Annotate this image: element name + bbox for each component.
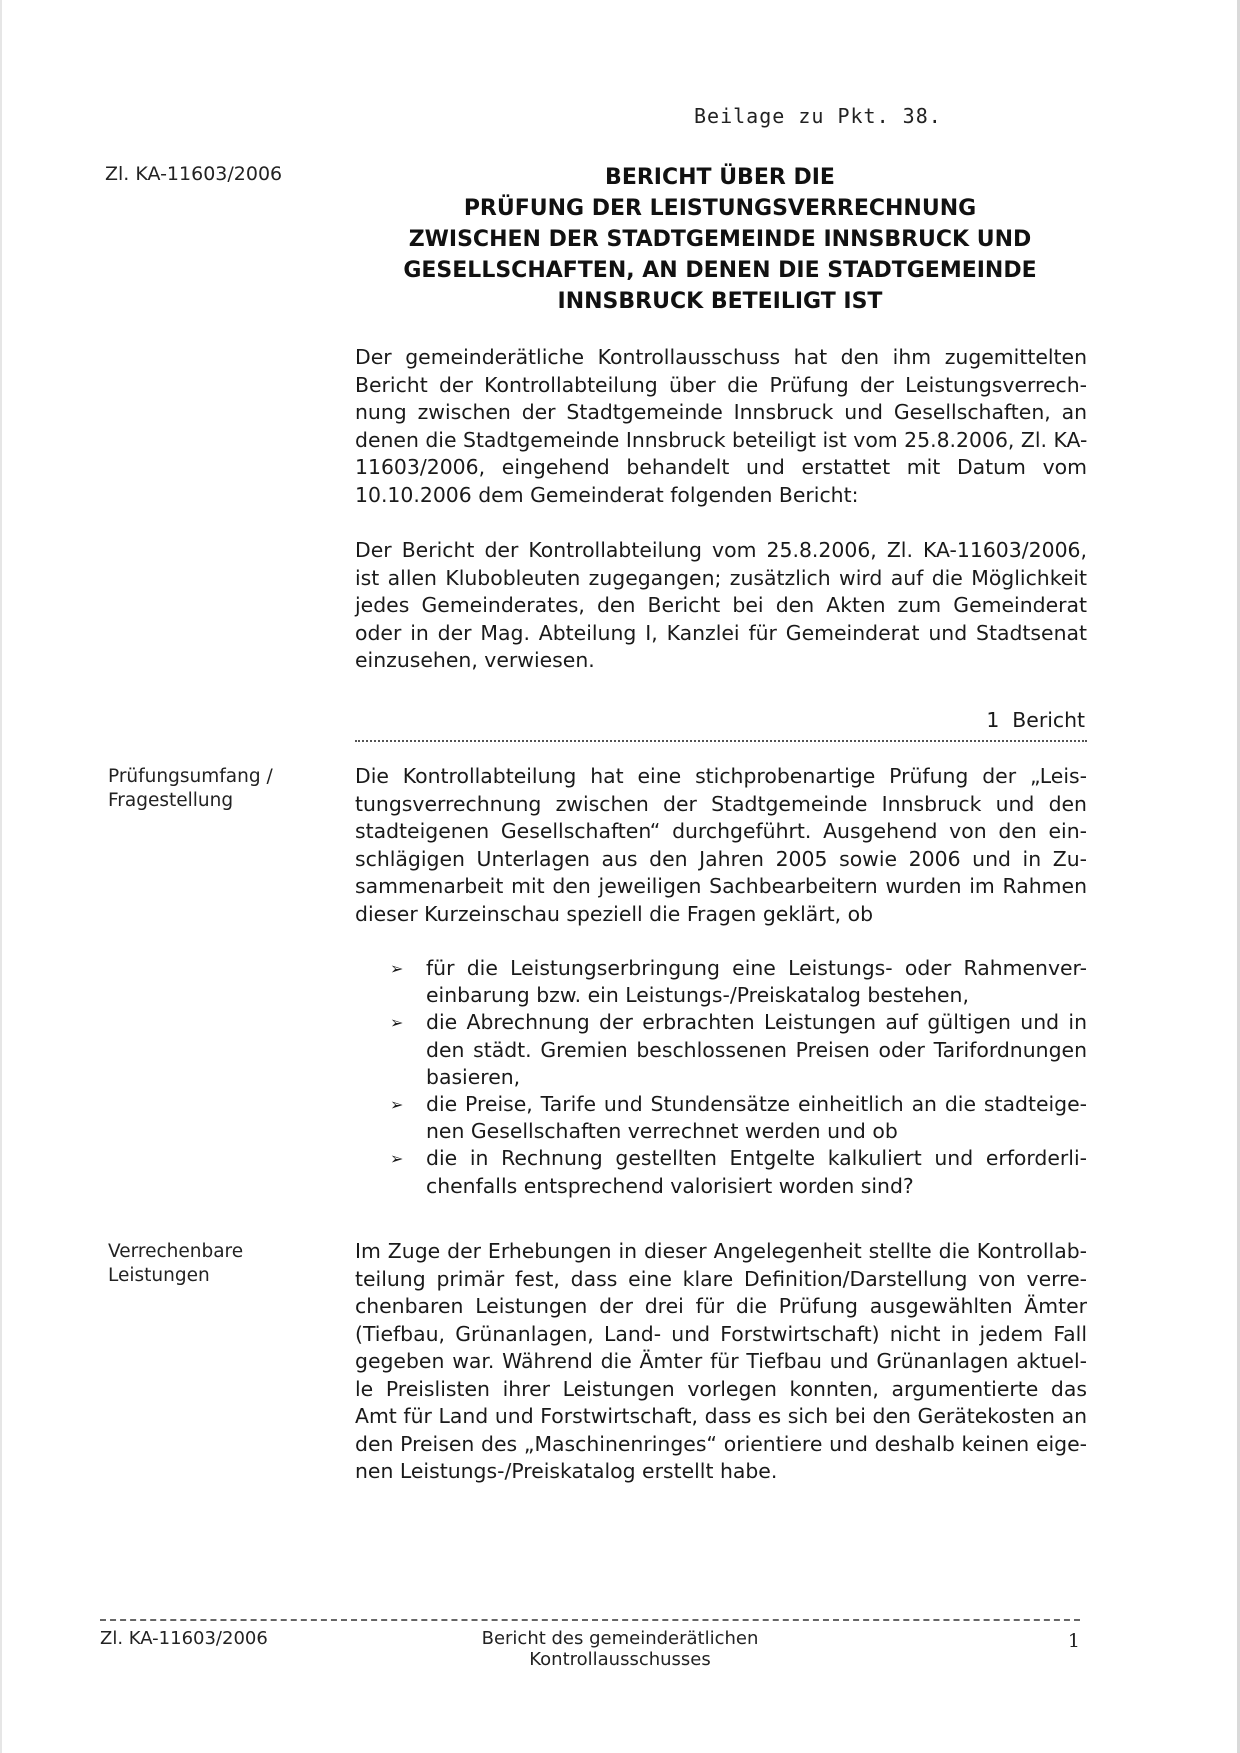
list-item (390, 1145, 1087, 1199)
text-line: chenfalls entsprechend valorisiert worden sind? (426, 1173, 914, 1198)
arrow-bullet-icon: ➢ (390, 1095, 404, 1115)
list-item (390, 955, 1087, 1009)
intro-paragraph-1 (355, 344, 1087, 509)
text-line: chenbaren Leistungen der drei für die Prüfung ausgewählten Ämter (355, 1294, 1087, 1318)
text-line: schlägigen Unterlagen aus den Jahren 2005 sowie 2006 und in Zu- (355, 846, 1087, 871)
section-heading (355, 708, 1085, 732)
text-line: 10.10.2006 dem Gemeinderat folgenden Bericht: (355, 482, 859, 507)
question-list (390, 955, 1087, 1200)
text-line: nen Leistungs-/Preiskatalog erstellt habe. (355, 1459, 778, 1483)
margin-label-line: Leistungen (108, 1265, 210, 1286)
text-line: ist allen Klubobleuten zugegangen; zusätzlich wird auf die Möglichkeit (355, 565, 1087, 590)
reference-number: Zl. KA-11603/2006 (105, 163, 283, 185)
text-line: den Preisen des „Maschinenringes“ orientiere und deshalb keinen eige- (355, 1431, 1087, 1456)
text-line: Bericht der Kontrollabteilung über die Prüfung der Leistungsverrech- (355, 372, 1087, 397)
text-line: nung zwischen der Stadtgemeinde Innsbruck und Gesellschaften, an (355, 400, 1087, 424)
text-line: teilung primär fest, dass eine klare Definition/Darstellung von verre- (355, 1266, 1087, 1291)
text-line: oder in der Mag. Abteilung I, Kanzlei für Gemeinderat und Stadtsenat (355, 620, 1087, 645)
text-line: 11603/2006, eingehend behandelt und erstattet mit Datum vom (355, 455, 1087, 479)
text-line: tungsverrechnung zwischen der Stadtgemeinde Innsbruck und den (355, 791, 1087, 816)
text-line: die in Rechnung gestellten Entgelte kalkuliert und erforderli- (426, 1146, 1087, 1171)
text-line: die Preise, Tarife und Stundensätze einheitlich an die stadteige- (426, 1092, 1087, 1117)
margin-label-line: Verrechenbare (108, 1241, 244, 1262)
text-line: Amt für Land und Forstwirtschaft, dass es sich bei den Gerätekosten an (355, 1404, 1087, 1428)
text-line: einbarung bzw. ein Leistungs-/Preiskatalog bestehen, (426, 983, 969, 1008)
text-line: jedes Gemeinderates, den Bericht bei den Akten zum Gemeinderat (355, 593, 1087, 617)
list-item (390, 1091, 1087, 1145)
arrow-bullet-icon: ➢ (390, 1013, 404, 1033)
intro-paragraph-2 (355, 537, 1087, 675)
text-line: dieser Kurzeinschau speziell die Fragen geklärt, ob (355, 901, 874, 926)
text-line: sammenarbeit mit den jeweiligen Sachbearbeitern wurden im Rahmen (355, 874, 1087, 898)
footer-title: Bericht des gemeinderätlichen Kontrollausschusses (481, 1628, 759, 1670)
text-line: einzusehen, verwiesen. (355, 648, 595, 672)
margin-label-verrechenbare (108, 1240, 243, 1288)
text-line: denen die Stadtgemeinde Innsbruck beteiligt ist vom 25.8.2006, Zl. KA- (355, 427, 1088, 452)
text-line: Der Bericht der Kontrollabteilung vom 25.8.2006, Zl. KA-11603/2006, (355, 538, 1087, 562)
text-line: Der gemeinderätliche Kontrollausschuss hat den ihm zugemittelten (355, 345, 1087, 369)
text-line: Die Kontrollabteilung hat eine stichprobenartige Prüfung der „Leis- (355, 764, 1087, 788)
footer-reference: Zl. KA-11603/2006 (100, 1628, 268, 1649)
footer-divider (100, 1619, 1080, 1621)
text-line: basieren, (426, 1064, 521, 1089)
margin-label-line: Prüfungsumfang / (108, 766, 273, 787)
arrow-bullet-icon: ➢ (390, 959, 404, 978)
text-line: die Abrechnung der erbrachten Leistungen auf gültigen und in (426, 1010, 1087, 1035)
text-line: den städt. Gremien beschlossenen Preisen oder Tarifordnungen (426, 1037, 1087, 1062)
margin-label-line: Fragestellung (108, 790, 234, 811)
text-line: (Tiefbau, Grünanlagen, Land- und Forstwirtschaft) nicht in jedem Fall (355, 1321, 1087, 1346)
title-line: BERICHT ÜBER DIE (605, 165, 835, 190)
text-line: gegeben war. Während die Ämter für Tiefbau und Grünanlagen aktuel- (355, 1349, 1087, 1373)
section-number: 1 (986, 708, 1000, 732)
text-line: nen Gesellschaften verrechnet werden und ob (426, 1119, 898, 1144)
title-line: GESELLSCHAFTEN, AN DENEN DIE STADTGEMEINDE (403, 258, 1037, 283)
page-number: 1 (1067, 1630, 1080, 1652)
pruefungsumfang-paragraph (355, 763, 1087, 928)
margin-label-pruefungsumfang (108, 765, 273, 813)
title-line: PRÜFUNG DER LEISTUNGSVERRECHNUNG (463, 196, 977, 221)
arrow-bullet-icon: ➢ (390, 1149, 404, 1169)
text-line: Im Zuge der Erhebungen in dieser Angelegenheit stellte die Kontrollab- (355, 1239, 1087, 1263)
text-line: für die Leistungserbringung eine Leistungs- oder Rahmenver- (426, 956, 1087, 980)
attachment-stamp: Beilage zu Pkt. 38. (694, 104, 942, 128)
verrechenbare-paragraph (355, 1238, 1087, 1486)
text-line: stadteigenen Gesellschaften“ durchgeführt. Ausgehend von den ein- (355, 819, 1087, 843)
text-line: le Preislisten ihrer Leistungen vorlegen konnten, argumentierte das (355, 1376, 1087, 1401)
list-item (390, 1009, 1087, 1091)
title-line: INNSBRUCK BETEILIGT IST (557, 289, 883, 314)
section-title: Bericht (1012, 708, 1085, 732)
title-line: ZWISCHEN DER STADTGEMEINDE INNSBRUCK UND (408, 227, 1032, 252)
report-title (352, 162, 1088, 317)
section-divider (355, 740, 1087, 742)
